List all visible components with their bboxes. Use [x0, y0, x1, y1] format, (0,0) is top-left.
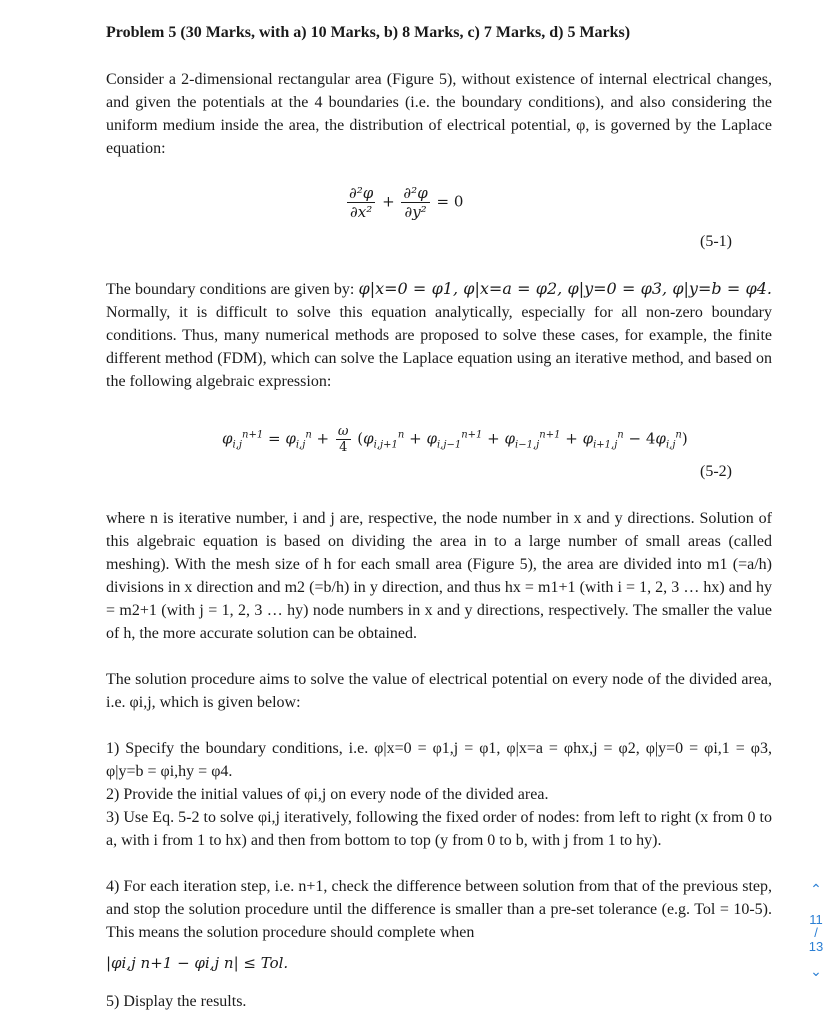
- total-page-number: 13: [808, 939, 824, 954]
- procedure-step-4: 4) For each iteration step, i.e. n+1, check the difference between solution from that of the previous step, and stop the solution procedure until the difference is smaller than a pre-set tolerance (e.g. Tol = 10-5). This means the solution procedure should complete when: [106, 878, 772, 941]
- problem-title: Problem 5 (30 Marks, with a) 10 Marks, b) 8 Marks, c) 7 Marks, d) 5 Marks): [106, 24, 631, 41]
- eq51-num2: ∂²φ: [403, 184, 428, 202]
- tolerance-condition: |φi,j n+1 − φi,j n| ≤ Tol.: [106, 954, 289, 972]
- boundary-lead: The boundary conditions are given by:: [106, 281, 355, 298]
- equation-5-1: $\frac{\text{∂²φ}}{\text{∂x²}}$ + $\frac{\text{∂²φ}}{\text{∂y²}}$ = 0: [349, 184, 464, 221]
- eq51-rhs: = 0: [436, 192, 464, 211]
- page-separator: /: [814, 925, 818, 940]
- previous-page-icon[interactable]: ⌃: [810, 881, 822, 897]
- procedure-step-3: 3) Use Eq. 5-2 to solve φi,j iteratively, following the fixed order of nodes: from left to right (x from 0 to a, with i from 1 to hx) and then from bottom to top (y from 0 to b, with j from 1 to hy).: [106, 809, 772, 849]
- equation-label-5-1: (5-1): [700, 233, 732, 250]
- next-page-icon[interactable]: ⌄: [810, 963, 822, 979]
- procedure-step-2: 2) Provide the initial values of φi,j on every node of the divided area.: [106, 786, 549, 803]
- procedure-step-5: 5) Display the results.: [106, 993, 247, 1010]
- boundary-conditions: φ|x=0 = φ1, φ|x=a = φ2, φ|y=0 = φ3, φ|y=b = φ4.: [358, 279, 772, 298]
- eq51-num1: ∂²φ: [349, 184, 374, 202]
- equation-label-5-2: (5-2): [700, 463, 732, 480]
- current-page-number: 11: [809, 912, 823, 927]
- eq51-den1: ∂x²: [350, 203, 373, 221]
- boundary-paragraph: [106, 277, 772, 393]
- eq51-den2: ∂y²: [404, 203, 427, 221]
- page-navigator: [804, 880, 828, 980]
- where-paragraph: where n is iterative number, i and j are, respective, the node number in x and y directions. Solution of this algebraic equation is based on dividing the area in to a large number of small areas (called meshing). With the mesh size of h for each small area (Figure 5), the area are divided into m1 (=a/h) divisions in x direction and m2 (=b/h) in y direction, and thus hx = m1+1 (with i = 1, 2, 3 … hx) and hy = m2+1 (with j = 1, 2, 3 … hy) node numbers in x and y directions, respectively. The smaller the value of h, the more accurate solution can be obtained.: [106, 510, 772, 642]
- boundary-rest: Normally, it is difficult to solve this equation analytically, especially for all non-zero boundary conditions. Thus, many numerical methods are proposed to solve these cases, for example, the finite different method (FDM), which can solve the Laplace equation using an iterative method, and based on the following algebraic expression:: [106, 304, 772, 390]
- procedure-step-1: 1) Specify the boundary conditions, i.e. φ|x=0 = φ1,j = φ1, φ|x=a = φhx,j = φ2, φ|y=0 = φi,1 = φ3, φ|y=b = φi,hy = φ4.: [106, 740, 772, 780]
- procedure-intro: The solution procedure aims to solve the value of electrical potential on every node of the divided area, i.e. φi,j, which is given below:: [106, 671, 772, 711]
- intro-paragraph: Consider a 2-dimensional rectangular area (Figure 5), without existence of internal electrical changes, and given the potentials at the 4 boundaries (i.e. the boundary conditions), and also considering the uniform medium inside the area, the distribution of electrical potential, φ, is governed by the Laplace equation:: [106, 71, 772, 157]
- equation-5-2: $\varphi_{i,j}^{n+1} = \varphi_{i,j}^n$ + $\frac{\omega}{4}$ $(\varphi_{i,j+1}^n + \varphi_{i,j-1}^{n+1} + \varphi_{i-1,j}^{n+1} + \varphi_{i+1,j}^n - 4\varphi_{i,j}^n)$: [222, 424, 688, 455]
